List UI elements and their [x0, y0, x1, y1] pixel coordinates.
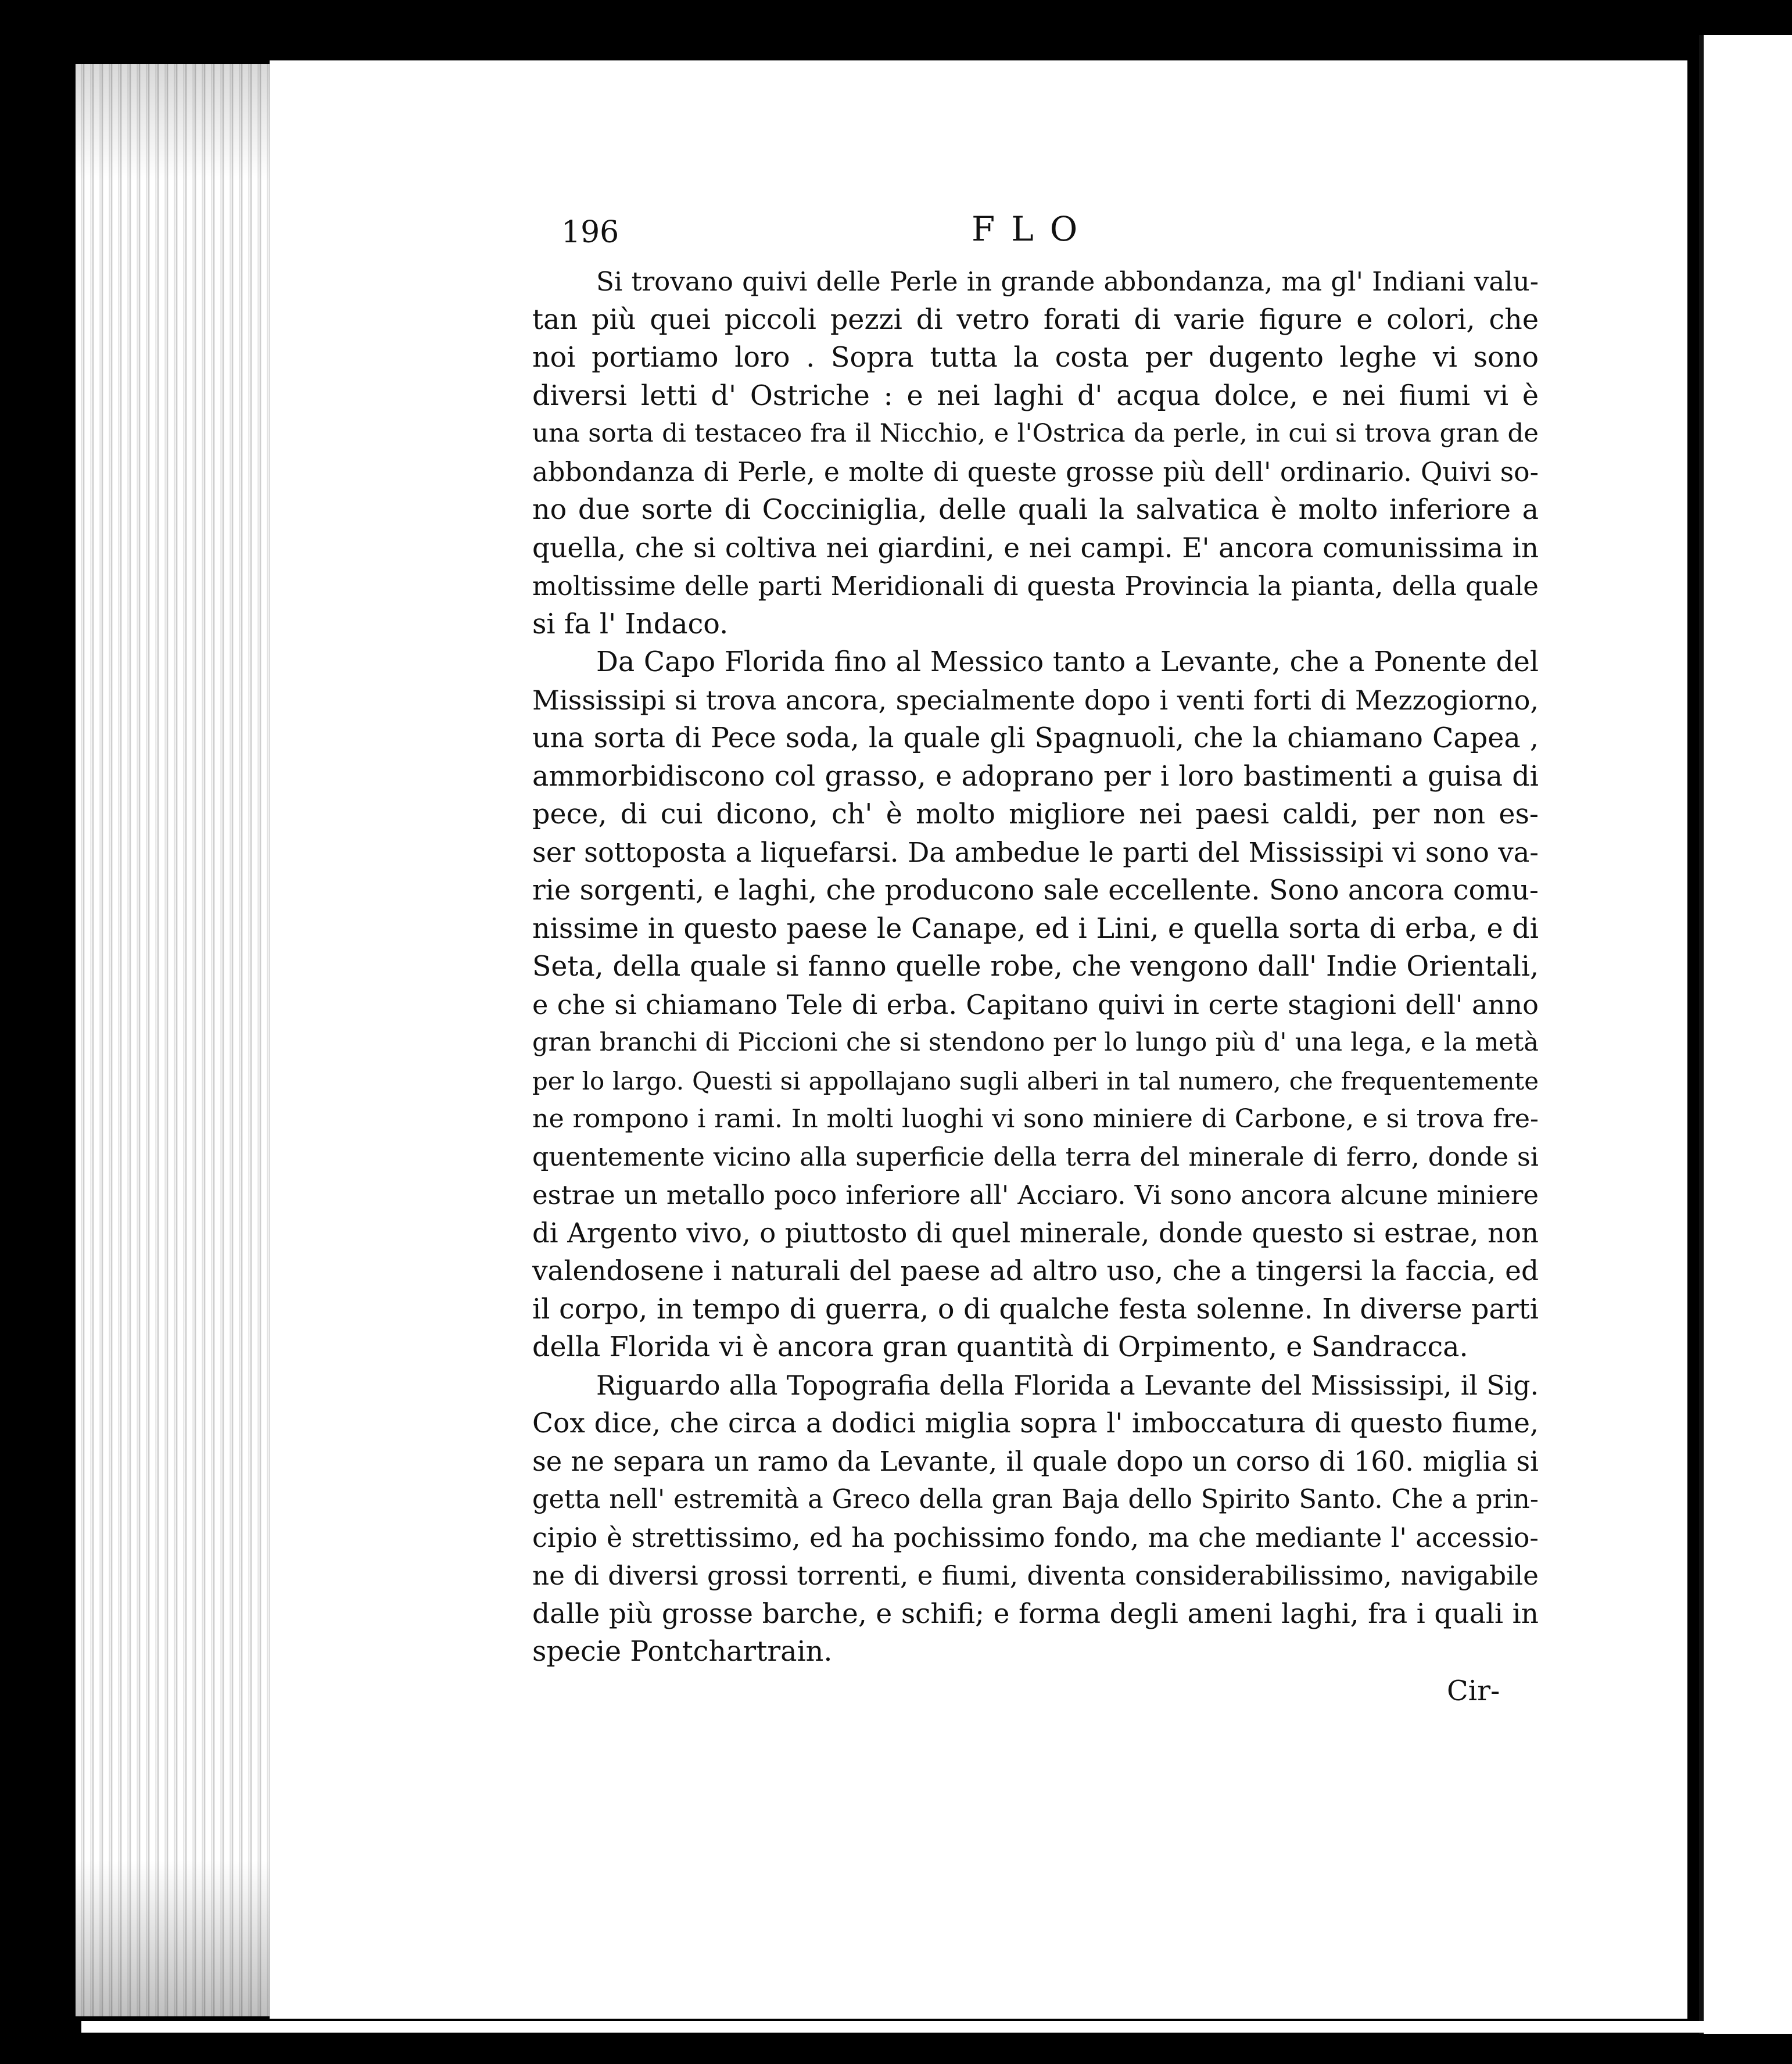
facing-page-edge — [1699, 35, 1792, 2034]
book-page-edges — [76, 64, 277, 2016]
text-line: no due sorte di Cocciniglia, delle quali la salvatica è molto inferiore a — [532, 494, 1539, 526]
paragraph-3 — [532, 1367, 1539, 1671]
catchword: Cir- — [1447, 1675, 1500, 1707]
text-line: moltissime delle parti Meridionali di questa Provincia la pianta, della quale — [532, 571, 1539, 601]
text-line: Seta, della quale si fanno quelle robe, che vengono dall' Indie Orientali, — [532, 951, 1539, 983]
text-line: ne rompono i rami. In molti luoghi vi sono miniere di Carbone, e si trova fre- — [532, 1104, 1539, 1134]
text-line: una sorta di Pece soda, la quale gli Spagnuoli, che la chiamano Capea , — [532, 722, 1539, 754]
text-line: nissime in questo paese le Canape, ed i Lini, e quella sorta di erba, e di — [532, 912, 1539, 945]
text-line: abbondanza di Perle, e molte di queste grosse più dell' ordinario. Quivi so- — [532, 456, 1539, 488]
text-line: Si trovano quivi delle Perle in grande abbondanza, ma gl' Indiani valu- — [596, 266, 1539, 297]
text-line: ne di diversi grossi torrenti, e fiumi, diventa considerabilissimo, navigabile — [532, 1560, 1539, 1591]
text-line: se ne separa un ramo da Levante, il quale dopo un corso di 160. miglia si — [532, 1445, 1539, 1477]
text-line: dalle più grosse barche, e schifi; e forma degli ameni laghi, fra i quali in — [532, 1597, 1539, 1630]
text-line: valendosene i naturali del paese ad altro uso, che a tingersi la faccia, ed — [532, 1255, 1539, 1287]
text-line: per lo largo. Questi si appollajano sugli alberi in tal numero, che frequentemente — [532, 1066, 1539, 1095]
page-number: 196 — [561, 215, 619, 250]
text-line: di Argento vivo, o piuttosto di quel minerale, donde questo si estrae, non — [532, 1217, 1539, 1249]
text-line: e che si chiamano Tele di erba. Capitano quivi in certe stagioni dell' anno — [532, 988, 1539, 1020]
text-line: quella, che si coltiva nei giardini, e nei campi. E' ancora comunissima in — [532, 532, 1539, 564]
text-line: cipio è strettissimo, ed ha pochissimo fondo, ma che mediante l' accessio- — [532, 1521, 1539, 1553]
text-line: Da Capo Florida fino al Messico tanto a Levante, che a Ponente del — [596, 646, 1539, 678]
text-line: ammorbidiscono col grasso, e adoprano per i loro bastimenti a guisa di — [532, 760, 1539, 793]
text-line: getta nell' estremità a Greco della gran Baja dello Spirito Santo. Che a prin- — [532, 1484, 1539, 1514]
text-line: una sorta di testaceo fra il Nicchio, e l'Ostrica da perle, in cui si trova gran de — [532, 419, 1539, 448]
paragraph-2 — [532, 643, 1539, 1367]
text-line: tan più quei piccoli pezzi di vetro forati di varie figure e colori, che — [532, 303, 1539, 336]
text-line: Riguardo alla Topografia della Florida a Levante del Mississipi, il Sig. — [596, 1370, 1539, 1401]
body-text — [532, 263, 1539, 1671]
text-line: diversi letti d' Ostriche : e nei laghi d' acqua dolce, e nei fiumi vi è — [532, 379, 1539, 412]
text-line: estrae un metallo poco inferiore all' Acciaro. Vi sono ancora alcune miniere — [532, 1180, 1539, 1210]
text-line: specie Pontchartrain. — [532, 1636, 833, 1668]
text-line: il corpo, in tempo di guerra, o di qualche festa solenne. In diverse parti — [532, 1293, 1539, 1325]
book-bottom-edge — [81, 2021, 1790, 2033]
text-line: quentemente vicino alla superficie della terra del minerale di ferro, donde si — [532, 1142, 1539, 1172]
text-line: rie sorgenti, e laghi, che producono sale eccellente. Sono ancora comu- — [532, 875, 1539, 906]
running-head — [561, 209, 1537, 261]
text-line: della Florida vi è ancora gran quantità di Orpimento, e Sandracca. — [532, 1331, 1468, 1363]
text-line: ser sottoposta a liquefarsi. Da ambedue le parti del Mississipi vi sono va- — [532, 836, 1539, 868]
text-line: Cox dice, che circa a dodici miglia sopra l' imboccatura di questo fiume, — [532, 1407, 1539, 1439]
text-line: si fa l' Indaco. — [532, 608, 729, 640]
text-line: gran branchi di Piccioni che si stendono per lo lungo più d' una lega, e la metà — [532, 1028, 1539, 1057]
text-line: noi portiamo loro . Sopra tutta la costa per dugento leghe vi sono — [532, 342, 1539, 374]
text-line: Mississipi si trova ancora, specialmente dopo i venti forti di Mezzogiorno, — [532, 684, 1539, 716]
paragraph-1 — [532, 263, 1539, 643]
page-header-title: FLO — [972, 209, 1094, 249]
text-line: pece, di cui dicono, ch' è molto migliore nei paesi caldi, per non es- — [532, 798, 1539, 830]
